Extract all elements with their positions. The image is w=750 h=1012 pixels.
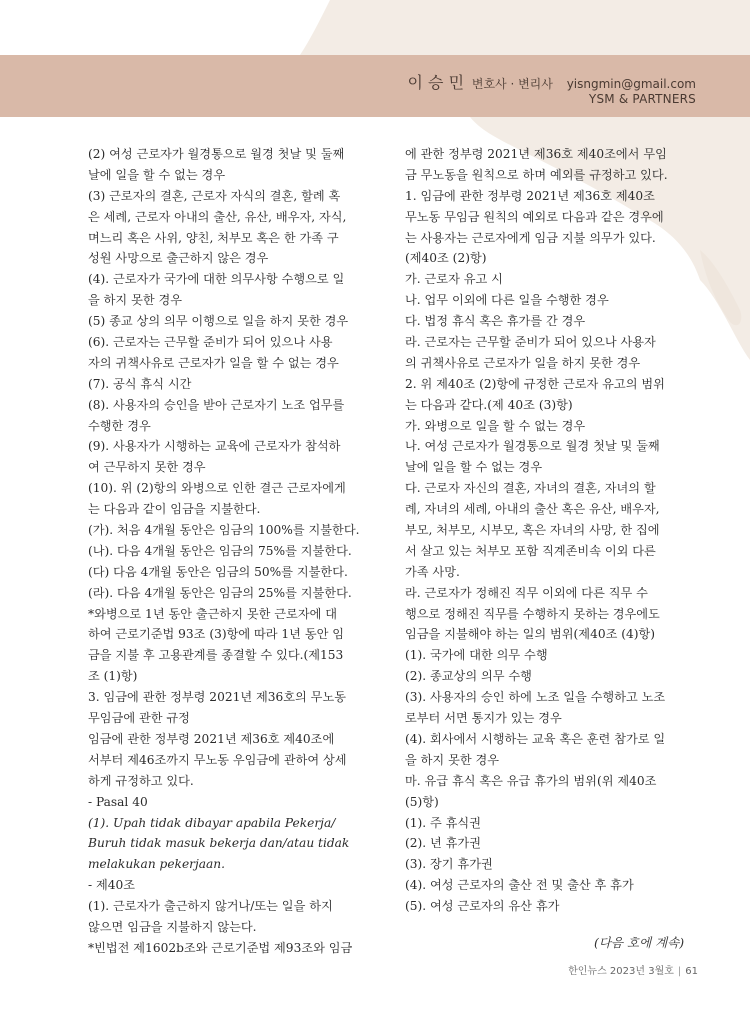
text-line: 서부터 제46조까지 무노동 우임금에 관하여 상세: [88, 752, 347, 767]
text-line: (8). 사용자의 승인을 받아 근로자기 노조 업무를: [88, 397, 345, 412]
text-line: (2) 여성 근로자가 월경통으로 월경 첫날 및 둘째: [88, 147, 345, 161]
text-line: 금을 지불 후 고용관계를 종결할 수 있다.(제153: [88, 648, 344, 663]
text-line: (10). 위 (2)항의 와병으로 인한 결근 근로자에게: [88, 481, 346, 496]
map-shape-top: [300, 0, 750, 55]
text-line: 로부터 서면 통지가 있는 경우: [405, 711, 562, 726]
text-line: 3. 임금에 관한 정부령 2021년 제36호의 무노동: [88, 690, 346, 705]
text-line: 라. 근로자는 근무할 준비가 되어 있으나 사용자: [405, 335, 656, 350]
author-name: 이 승 민: [407, 73, 465, 92]
text-line: 을 하지 못한 경우: [88, 293, 183, 308]
text-line: 날에 일을 할 수 없는 경우: [405, 460, 543, 475]
text-line: (4). 회사에서 시행하는 교육 혹은 훈련 참가로 일: [405, 731, 666, 746]
text-line: (2). 종교상의 의무 수행: [405, 669, 532, 684]
author-line: [407, 70, 696, 93]
text-line: 라. 근로자가 정해진 직무 이외에 다른 직무 수: [405, 585, 648, 600]
text-line: 다. 법정 휴식 혹은 휴가를 간 경우: [405, 314, 586, 329]
text-line: melakukan pekerjaan.: [88, 857, 226, 872]
text-line: 2. 위 제40조 (2)항에 규정한 근로자 유고의 범위: [405, 376, 665, 391]
text-line: (1). 주 휴식권: [405, 815, 481, 830]
text-line: (4). 여성 근로자의 출산 전 및 출산 후 휴가: [405, 878, 634, 893]
text-line: 가. 와병으로 일을 할 수 없는 경우: [405, 418, 586, 433]
text-line: 성원 사망으로 출근하지 않은 경우: [88, 251, 269, 266]
text-line: (7). 공식 휴식 시간: [88, 376, 192, 391]
text-line: 나. 여성 근로자가 월경통으로 월경 첫날 및 둘째: [405, 439, 660, 454]
text-line: 임금을 지불해야 하는 일의 범위(제40조 (4)항): [405, 627, 656, 642]
text-line: 않으면 임금을 지불하지 않는다.: [88, 919, 257, 934]
text-line: (가). 처음 4개월 동안은 임금의 100%를 지불한다.: [88, 523, 360, 538]
footer-separator: |: [677, 966, 682, 977]
text-line: 는 다음과 같다.(제 40조 (3)항): [405, 397, 573, 412]
author-email[interactable]: yisngmin@gmail.com: [566, 77, 696, 91]
firm-name: YSM & PARTNERS: [588, 92, 696, 106]
text-line: 가족 사망.: [405, 564, 460, 579]
text-line: 무임금에 관한 규정: [88, 711, 190, 726]
text-line: - Pasal 40: [88, 794, 148, 809]
text-line: 는 다음과 같이 임금을 지불한다.: [88, 502, 261, 517]
text-line: (2). 년 휴가권: [405, 836, 481, 851]
right-column: [405, 144, 695, 917]
text-line: (제40조 (2)항): [405, 251, 487, 266]
text-line: (1). Upah tidak dibayar apabila Pekerja/: [88, 815, 336, 830]
text-line: (5). 여성 근로자의 유산 휴가: [405, 899, 560, 914]
text-line: (5)항): [405, 794, 439, 809]
text-line: 서 살고 있는 처부모 포함 직계존비속 이외 다른: [405, 543, 656, 558]
text-line: 며느리 혹은 사위, 양친, 처부모 혹은 한 가족 구: [88, 230, 339, 245]
text-line: 을 하지 못한 경우: [405, 752, 500, 767]
text-line: 여 근무하지 못한 경우: [88, 460, 206, 475]
text-line: 수행한 경우: [88, 418, 151, 433]
text-line: 금 무노동을 원칙으로 하며 예외를 규정하고 있다.: [405, 167, 668, 182]
text-line: 날에 일을 할 수 없는 경우: [88, 167, 226, 182]
text-line: (1). 국가에 대한 의무 수행: [405, 648, 548, 663]
text-line: 부모, 처부모, 시부모, 혹은 자녀의 사망, 한 집에: [405, 523, 660, 538]
text-line: Buruh tidak masuk bekerja dan/atau tidak: [88, 836, 350, 851]
text-line: (라). 다음 4개월 동안은 임금의 25%를 지불한다.: [88, 585, 352, 600]
text-line: (1). 근로자가 출근하지 않거나/또는 일을 하지: [88, 899, 333, 914]
text-line: (4). 근로자가 국가에 대한 의무사항 수행으로 일: [88, 272, 345, 287]
text-line: 가. 근로자 유고 시: [405, 272, 503, 287]
text-line: 무노동 무임금 원칙의 예외로 다음과 같은 경우에: [405, 209, 664, 224]
page-footer: [568, 962, 698, 977]
text-line: - 제40조: [88, 878, 136, 893]
text-line: *와병으로 1년 동안 출근하지 못한 근로자에 대: [88, 606, 338, 621]
continued-note: (다음 호에 계속): [594, 935, 685, 950]
text-line: (5) 종교 상의 의무 이행으로 일을 하지 못한 경우: [88, 314, 349, 329]
text-line: 마. 유급 휴식 혹은 유급 휴가의 범위(위 제40조: [405, 773, 657, 788]
text-line: 하게 규정하고 있다.: [88, 773, 194, 788]
text-line: 하여 근로기준법 93조 (3)항에 따라 1년 동안 임: [88, 627, 345, 642]
page-number: 61: [685, 966, 698, 977]
text-line: 례, 자녀의 세례, 아내의 출산 혹은 유산, 배우자,: [405, 502, 660, 517]
text-line: (6). 근로자는 근무할 준비가 되어 있으나 사용: [88, 335, 333, 350]
text-line: *빈법전 제1602b조와 근로기준법 제93조와 임금: [88, 940, 353, 955]
text-line: (9). 사용자가 시행하는 교육에 근로자가 참석하: [88, 439, 341, 454]
text-line: (나). 다음 4개월 동안은 임금의 75%를 지불한다.: [88, 543, 352, 558]
text-line: 는 사용자는 근로자에게 임금 지불 의무가 있다.: [405, 230, 656, 245]
text-line: (3) 근로자의 결혼, 근로자 자식의 결혼, 할례 혹: [88, 188, 341, 203]
text-line: 임금에 관한 정부령 2021년 제36호 제40조에: [88, 731, 335, 746]
text-line: 은 세례, 근로자 아내의 출산, 유산, 배우자, 자식,: [88, 209, 347, 224]
left-column: [88, 144, 378, 959]
text-line: 1. 임금에 관한 정부령 2021년 제36호 제40조: [405, 188, 655, 203]
text-line: 조 (1)항): [88, 669, 138, 684]
text-line: 에 관한 정부령 2021년 제36호 제40조에서 무임: [405, 147, 667, 161]
text-line: (3). 사용자의 승인 하에 노조 일을 수행하고 노조: [405, 690, 666, 705]
text-line: 행으로 정해진 직무를 수행하지 못하는 경우에도: [405, 606, 660, 621]
text-line: 의 귀책사유로 근로자가 일을 하지 못한 경우: [405, 355, 641, 370]
text-line: (다) 다음 4개월 동안은 임금의 50%를 지불한다.: [88, 564, 348, 579]
text-line: 자의 귀책사유로 근로자가 일을 할 수 없는 경우: [88, 355, 339, 370]
text-line: 나. 업무 이외에 다른 일을 수행한 경우: [405, 293, 609, 308]
text-line: (3). 장기 휴가권: [405, 857, 493, 872]
author-title: 변호사 · 변리사: [471, 77, 553, 91]
text-line: 다. 근로자 자신의 결혼, 자녀의 결혼, 자녀의 할: [405, 481, 656, 496]
publication-name: 한인뉴스 2023년 3월호: [568, 966, 674, 977]
